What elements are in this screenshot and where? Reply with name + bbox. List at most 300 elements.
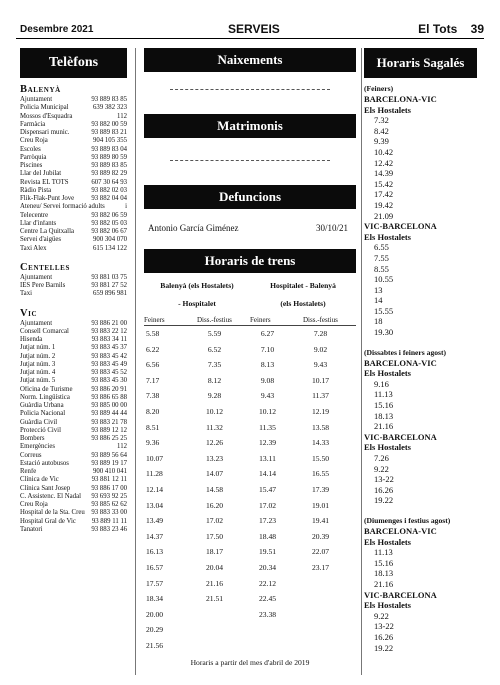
train-time: 19.51 (258, 547, 277, 557)
bus-route: VIC-BARCELONA (364, 589, 437, 600)
phone-entry-name: Telecentre (20, 211, 49, 219)
bus-time: 7.26 (374, 453, 389, 463)
train-time: 10.12 (258, 406, 277, 416)
phone-entry-name: Ràdio Pista (20, 186, 52, 194)
phone-entry-number: 93 883 34 11 (91, 336, 127, 343)
death-entry (144, 223, 356, 233)
phone-entry-number: i (125, 203, 127, 211)
train-time: 20.29 (146, 625, 164, 635)
phone-entry (20, 410, 127, 418)
phone-entry-number: 93 883 22 12 (91, 327, 127, 335)
phones-list (20, 84, 127, 534)
train-time: 20.39 (311, 531, 330, 541)
phone-entry-number: 93 889 83 85 (91, 162, 127, 169)
phone-entry-number: 93 693 92 25 (91, 492, 127, 500)
phone-entry-name: Guàrdia Civil (20, 418, 58, 426)
phone-entry-name: Jutjat núm. 2 (20, 352, 56, 360)
bus-time: 18.13 (374, 410, 394, 421)
phone-entry-number: 112 (117, 112, 127, 120)
phone-entry-number: 93 883 21 78 (91, 418, 127, 426)
town-heading: Centelles (20, 261, 70, 273)
bus-time: 14 (374, 295, 383, 306)
bus-title: Horaris Sagalés (364, 48, 477, 78)
phone-entry-number: 93 881 03 75 (91, 273, 127, 281)
bus-time: 9.16 (374, 378, 389, 389)
bus-route: BARCELONA-VIC (364, 525, 437, 536)
bus-time: 13-22 (374, 621, 394, 632)
phone-entry (20, 96, 127, 104)
phone-entry-number: 93 883 23 46 (91, 525, 127, 533)
phone-entry (20, 443, 127, 451)
phone-entry (20, 154, 127, 162)
train-time: 6.52 (207, 344, 222, 354)
train-time: 11.32 (206, 422, 223, 432)
phone-entry-number: 93 886 17 00 (91, 484, 127, 492)
phone-entry-name: Llar d'infants (20, 219, 57, 227)
phone-entry (20, 386, 127, 394)
bus-time: 19.30 (374, 327, 394, 338)
bus-column (364, 48, 477, 675)
phone-entry-name: Clínica Sant Josep (20, 484, 71, 492)
train-time: 7.28 (313, 329, 328, 338)
bus-time: 14.39 (374, 168, 394, 179)
phone-entry (20, 353, 127, 361)
phone-entry-name: Oficina de Turisme (20, 385, 73, 393)
phone-entry-number: 900 304 070 (93, 236, 127, 244)
section-title: SERVEIS (228, 22, 280, 36)
train-time: 23.38 (258, 609, 277, 619)
phone-entry-name: C. Assistenc. El Nadal (20, 492, 81, 500)
phone-entry (20, 195, 127, 203)
phone-entry-number: 639 382 323 (93, 104, 127, 112)
train-time: 6.56 (146, 360, 160, 370)
bus-time: 11.13 (374, 547, 393, 558)
train-time: 10.17 (311, 375, 330, 385)
train-time: 13.49 (146, 516, 164, 526)
train-time: 22.07 (311, 547, 330, 557)
train-time: 17.23 (258, 516, 277, 526)
phone-entry-number: 93 881 27 52 (91, 282, 127, 289)
phone-entry-name: Estació autobusos (20, 459, 69, 467)
middle-column (144, 48, 356, 675)
phone-entry-name: Creu Roja (20, 501, 48, 508)
bus-time: 13-22 (374, 474, 394, 485)
phone-entry-name: Centre La Quitxalla (20, 228, 74, 235)
train-time: 7.10 (260, 344, 275, 354)
phone-entry-name: Taxi (20, 290, 32, 298)
train-time: 19.01 (311, 500, 330, 510)
train-time: 7.17 (146, 375, 160, 385)
bus-time: 17.42 (374, 189, 394, 200)
bus-time: 13 (374, 284, 383, 295)
bus-time: 10.42 (374, 146, 394, 157)
train-time: 11.28 (146, 469, 163, 479)
train-time: 14.14 (258, 469, 277, 479)
phone-entry-name: Tanatori (20, 525, 43, 533)
phone-entry-name: Hospital Gral de Vic (20, 517, 76, 525)
phone-entry (20, 320, 127, 328)
train-time: 13.11 (259, 453, 276, 463)
phone-entry-name: Llar del Jubilat (20, 170, 62, 178)
phone-entry-name: Hospital de la Sta. Creu (20, 509, 85, 517)
train-time: 17.50 (205, 531, 224, 541)
phone-entry-name: Escoles (20, 145, 41, 153)
phone-entry (20, 162, 127, 170)
train-time: 7.38 (146, 391, 160, 401)
phone-entry (20, 452, 127, 460)
train-time: 16.57 (146, 562, 164, 572)
bus-stop: Els Hostalets (364, 104, 411, 115)
col-label: Feiners (144, 316, 165, 324)
phone-entry (20, 328, 127, 336)
phone-entry-number: 93 889 83 85 (91, 96, 127, 103)
train-timetable (144, 326, 356, 653)
phone-entry-name: Jutjat núm. 4 (20, 369, 56, 376)
bus-stop: Els Hostalets (364, 231, 411, 242)
phone-entry-number: 93 882 05 03 (91, 219, 127, 227)
train-time: 5.58 (146, 329, 160, 338)
bus-time: 6.55 (374, 242, 389, 253)
column-divider (361, 48, 362, 675)
page-header (0, 0, 500, 42)
bus-time: 21.09 (374, 210, 394, 221)
train-time: 20.04 (205, 562, 224, 572)
train-time: 21.16 (205, 578, 224, 588)
publication-info (418, 22, 484, 36)
phone-entry (20, 468, 127, 476)
phone-entry-name: Emergències (20, 443, 55, 451)
bus-time: 18.13 (374, 568, 394, 579)
train-directions (144, 281, 356, 290)
train-time: 8.13 (260, 360, 275, 370)
train-time: 18.34 (146, 594, 164, 604)
bus-time: 8.42 (374, 125, 389, 136)
train-time: 10.07 (146, 453, 164, 463)
phone-entry (20, 137, 127, 145)
phone-entry (20, 113, 127, 121)
phone-entry-number: 93 883 33 00 (91, 509, 127, 517)
phone-entry-name: Servei d'aigües (20, 236, 62, 244)
bus-time: 16.26 (374, 484, 394, 495)
phone-entry-number: 93 886 20 91 (91, 385, 127, 393)
train-time: 18.17 (205, 547, 224, 557)
train-time: 13.04 (146, 500, 164, 510)
bus-time: 19.22 (374, 642, 394, 653)
timetable-column (303, 326, 356, 653)
train-time: 17.57 (146, 578, 164, 588)
phone-entry-name: Ajuntament (20, 273, 53, 281)
phone-entry (20, 282, 127, 290)
train-time: 22.12 (258, 578, 277, 588)
phone-entry (20, 274, 127, 282)
train-time: 22.45 (258, 594, 277, 604)
direction-1-sub: - Hospitalet (178, 299, 216, 308)
bus-schedule (364, 84, 477, 653)
phone-entry (20, 104, 127, 112)
bus-time: 9.22 (374, 610, 389, 621)
train-time: 19.41 (311, 516, 330, 526)
col-label: Feiners (250, 316, 271, 324)
phone-entry-name: IES Pere Barnils (20, 282, 66, 289)
phone-entry-number: 93 889 19 17 (91, 459, 127, 467)
train-time: 5.59 (207, 329, 222, 338)
phone-entry-name: Creu Roja (20, 137, 48, 145)
phone-entry-name: Clínica de Vic (20, 476, 59, 484)
train-time: 8.12 (207, 375, 222, 385)
naixements-title: Naixements (144, 48, 356, 72)
phone-entry-name: Parròquia (20, 153, 47, 161)
phone-entry-name: Revista EL TOTS (20, 178, 69, 186)
bus-time: 10.55 (374, 274, 394, 285)
phone-entry-number: 904 105 355 (93, 137, 127, 145)
bus-time: 15.16 (374, 557, 394, 568)
bus-day-heading: (Feiners) (364, 84, 394, 93)
phone-entry-number: 93 886 65 88 (91, 393, 127, 401)
phone-entry-name: Guàrdia Urbana (20, 402, 64, 409)
bus-route: BARCELONA-VIC (364, 94, 437, 104)
phone-entry (20, 476, 127, 484)
phone-entry (20, 501, 127, 509)
train-time: 12.26 (205, 438, 224, 448)
phone-entry-name: Dispensari munic. (20, 129, 70, 136)
bus-time: 8.55 (374, 263, 389, 274)
bus-day-heading: (Diumenges i festius agost) (364, 515, 451, 525)
bus-route: BARCELONA-VIC (364, 357, 437, 368)
direction-2-sub: (els Hostalets) (280, 299, 326, 308)
train-time: 16.20 (205, 500, 224, 510)
matrimonis-title: Matrimonis (144, 114, 356, 138)
phone-entry-name: Policia Municipal (20, 104, 69, 112)
bus-time: 15.42 (374, 178, 394, 189)
phone-entry-number: 93 883 45 49 (91, 360, 127, 368)
phones-title: Telèfons (20, 48, 127, 78)
phone-entry-number: 659 896 981 (93, 290, 127, 298)
phone-entry-name: Bombers (20, 435, 45, 442)
phone-entry-name: Jutjat núm. 1 (20, 344, 56, 352)
phone-entry (20, 121, 127, 129)
phone-entry (20, 245, 127, 253)
phone-entry-name: Correus (20, 451, 42, 459)
train-time: 14.58 (205, 484, 224, 494)
bus-stop: Els Hostalets (364, 536, 411, 547)
phone-entry-number: 615 134 122 (93, 244, 127, 252)
phone-entry (20, 344, 127, 352)
phone-entry-number: 93 883 45 37 (91, 344, 127, 352)
train-time: 21.56 (146, 640, 164, 650)
phone-entry-number: 93 883 45 42 (91, 352, 127, 360)
timetable-column (144, 326, 197, 653)
timetable-column (250, 326, 303, 653)
phone-entry-number: 93 886 21 00 (91, 319, 127, 327)
phone-entry-name: Policia Nacional (20, 410, 66, 418)
phone-entry (20, 361, 127, 369)
phone-entry-number: 93 889 83 21 (91, 129, 127, 136)
phone-entry (20, 187, 127, 195)
defuncions-title: Defuncions (144, 185, 356, 209)
phone-entry (20, 493, 127, 501)
death-name: Antonio García Giménez (148, 223, 239, 233)
phone-entry (20, 394, 127, 402)
phone-entry-number: 93 889 56 64 (91, 451, 127, 459)
train-time: 14.37 (146, 531, 164, 541)
bus-day-heading: (Dissabtes i feiners agost) (364, 347, 447, 357)
phone-entry-name: Ajuntament (20, 96, 53, 103)
train-time: 11.35 (259, 422, 276, 432)
phone-entry (20, 203, 127, 211)
train-time: 16.13 (146, 547, 164, 557)
bus-time: 9.22 (374, 463, 389, 474)
phone-entry-number: 93 882 02 03 (91, 186, 127, 194)
publication-name: El Tots (418, 22, 458, 36)
phone-entry-number: 900 410 041 (93, 468, 127, 475)
phone-entry-name: Piscines (20, 162, 43, 169)
phone-entry (20, 220, 127, 228)
phone-entry-number: 93 886 25 25 (91, 435, 127, 442)
phone-entry (20, 402, 127, 410)
phone-entry (20, 509, 127, 517)
town-heading: Balenyà (20, 84, 61, 95)
phone-entry (20, 129, 127, 137)
train-time: 15.50 (311, 453, 330, 463)
train-time: 14.07 (205, 469, 224, 479)
bus-time: 15.55 (374, 305, 394, 316)
train-column-headers (144, 316, 356, 326)
train-time: 12.39 (258, 438, 277, 448)
train-time: 6.22 (146, 344, 160, 354)
phone-entry (20, 228, 127, 236)
train-time: 8.51 (146, 422, 160, 432)
train-time: 12.14 (146, 484, 164, 494)
timetable-column (197, 326, 250, 653)
train-time: 16.55 (311, 469, 330, 479)
bus-time: 7.55 (374, 252, 389, 263)
phone-entry (20, 518, 127, 526)
train-directions-sub (144, 299, 356, 308)
phone-entry (20, 290, 127, 298)
phone-entry-name: Consell Comarcal (20, 327, 69, 335)
timetable-footnote: Horaris a partir del mes d'abril de 2019 (190, 658, 310, 667)
train-time: 9.08 (260, 375, 275, 385)
column-divider (135, 48, 136, 675)
phone-entry-number: 93 882 06 59 (91, 211, 127, 219)
phone-entry-number: 93 883 45 52 (91, 369, 127, 376)
train-time: 9.28 (207, 391, 222, 401)
phone-entry-number: 93 882 04 04 (91, 195, 127, 202)
train-time: 20.34 (258, 562, 277, 572)
bus-time: 19.42 (374, 199, 394, 210)
bus-time: 15.16 (374, 400, 394, 411)
phone-entry (20, 377, 127, 385)
train-time: 9.43 (313, 360, 328, 370)
phone-entry-number: 93 889 80 59 (91, 153, 127, 161)
train-time: 13.58 (311, 422, 330, 432)
bus-time: 21.16 (374, 421, 394, 432)
phone-entry-name: Ajuntament (20, 319, 53, 327)
phone-entry (20, 212, 127, 220)
phone-entry (20, 427, 127, 435)
phone-entry-name: Protecció Civil (20, 426, 61, 434)
bus-time: 18 (374, 316, 383, 327)
naixements-empty-line (170, 89, 330, 90)
town-heading: Vic (20, 307, 38, 319)
phone-entry-number: 112 (117, 443, 127, 451)
phone-entry-number: 93 889 11 11 (91, 517, 127, 525)
phone-entry-number: 93 889 12 12 (91, 426, 127, 434)
train-time: 7.35 (207, 360, 222, 370)
col-label: Diss.-festius (197, 316, 232, 324)
phone-entry (20, 369, 127, 377)
train-time: 9.02 (313, 344, 328, 354)
phone-entry-name: Jutjat núm. 3 (20, 360, 56, 368)
death-date: 30/10/21 (315, 223, 348, 233)
trains-title: Horaris de trens (144, 249, 356, 273)
phone-entry-name: Jutjat núm. 5 (20, 377, 56, 385)
phones-column (20, 48, 127, 675)
train-time: 18.48 (258, 531, 277, 541)
phone-entry (20, 435, 127, 443)
train-time: 17.39 (311, 484, 330, 494)
bus-stop: Els Hostalets (364, 442, 411, 453)
phone-entry (20, 179, 127, 187)
train-time: 17.02 (258, 500, 277, 510)
train-time: 10.12 (205, 406, 224, 416)
phone-entry-name: Farmàcia (20, 120, 46, 128)
train-time: 23.17 (311, 562, 330, 572)
train-time: 17.02 (205, 516, 224, 526)
phone-entry (20, 236, 127, 244)
train-time: 15.47 (258, 484, 277, 494)
train-time: 14.33 (311, 438, 330, 448)
bus-stop: Els Hostalets (364, 368, 411, 379)
phone-entry-number: 93 889 83 04 (91, 145, 127, 153)
phone-entry (20, 526, 127, 534)
bus-stop: Els Hostalets (364, 600, 411, 611)
phone-entry-name: Taxi Alex (20, 244, 47, 252)
phone-entry (20, 336, 127, 344)
phone-entry (20, 419, 127, 427)
bus-time: 9.39 (374, 136, 389, 147)
bus-time: 19.22 (374, 495, 394, 506)
phone-entry-number: 93 883 45 30 (91, 377, 127, 385)
bus-route: VIC-BARCELONA (364, 221, 437, 232)
phone-entry-name: Norm. Lingüística (20, 393, 70, 401)
bus-route: VIC-BARCELONA (364, 431, 437, 442)
bus-time: 11.13 (374, 389, 393, 400)
train-time: 9.43 (260, 391, 275, 401)
phone-entry (20, 485, 127, 493)
train-time: 8.20 (146, 406, 160, 416)
bus-time: 21.16 (374, 578, 394, 589)
phone-entry (20, 460, 127, 468)
phone-entry (20, 146, 127, 154)
train-time: 20.00 (146, 609, 164, 619)
phone-entry (20, 170, 127, 178)
train-time: 21.51 (205, 594, 224, 604)
direction-2: Hospitalet - Balenyà (270, 281, 336, 290)
bus-time: 12.42 (374, 157, 394, 168)
phone-entry-name: Flik-Flak-Punt Jove (20, 195, 75, 202)
direction-1: Balenyà (els Hostalets) (160, 281, 234, 290)
train-time: 11.37 (312, 391, 329, 401)
train-time: 13.23 (205, 453, 224, 463)
col-label: Diss.-festius (303, 316, 338, 324)
phone-entry-name: Ateneu/ Servei formació adults (20, 203, 105, 211)
phone-entry-number: 607 30 64 93 (91, 178, 127, 186)
phone-entry-number: 93 882 06 67 (91, 228, 127, 235)
phone-entry-number: 93 885 00 00 (91, 402, 127, 409)
phone-entry-number: 93 881 12 11 (91, 476, 127, 484)
page-number: 39 (470, 22, 484, 36)
